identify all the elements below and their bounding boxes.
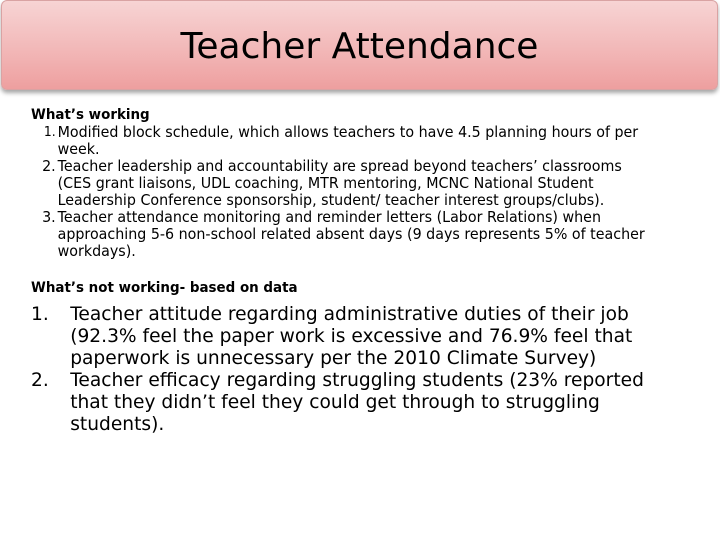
working-item-text: Modified block schedule, which allows teachers to have 4.5 planning hours of per week. — [57, 123, 639, 158]
working-item — [31, 209, 658, 260]
working-item-text: Teacher leadership and accountability are spread beyond teachers’ classrooms (CES grant liaisons, UDL coaching, MTR mentoring, MCNC National Student Leadership Conference sponsorship, student/ teacher interest groups/clubs). — [57, 157, 622, 209]
not-working-heading: What’s not working- based on data — [31, 280, 298, 296]
working-heading: What’s working — [31, 107, 150, 123]
not-working-item-number: 2. — [31, 369, 49, 391]
working-item-number: 3. — [42, 208, 56, 226]
not-working-list — [31, 303, 691, 435]
not-working-item-text: Teacher attitude regarding administrative duties of their job (92.3% feel the paper work is excessive and 76.9% feel that paperwork is unnecessary per the 2010 Climate Survey) — [70, 303, 633, 369]
working-item — [31, 124, 658, 158]
slide-title: Teacher Attendance — [180, 25, 539, 67]
slide-body — [31, 107, 691, 435]
working-list — [31, 124, 691, 260]
not-working-item — [31, 369, 678, 435]
working-item-number: 1. — [43, 125, 56, 140]
working-item — [31, 158, 658, 209]
working-item-text: Teacher attendance monitoring and reminder letters (Labor Relations) when approaching 5-6 non-school related absent days (9 days represents 5% of teacher workdays). — [57, 208, 645, 260]
title-banner — [1, 0, 718, 90]
not-working-item — [31, 303, 678, 369]
working-item-number: 2. — [42, 157, 56, 175]
not-working-item-number: 1. — [31, 303, 49, 325]
not-working-item-text: Teacher efficacy regarding struggling students (23% reported that they didn’t feel they could get through to struggling students). — [70, 369, 644, 435]
